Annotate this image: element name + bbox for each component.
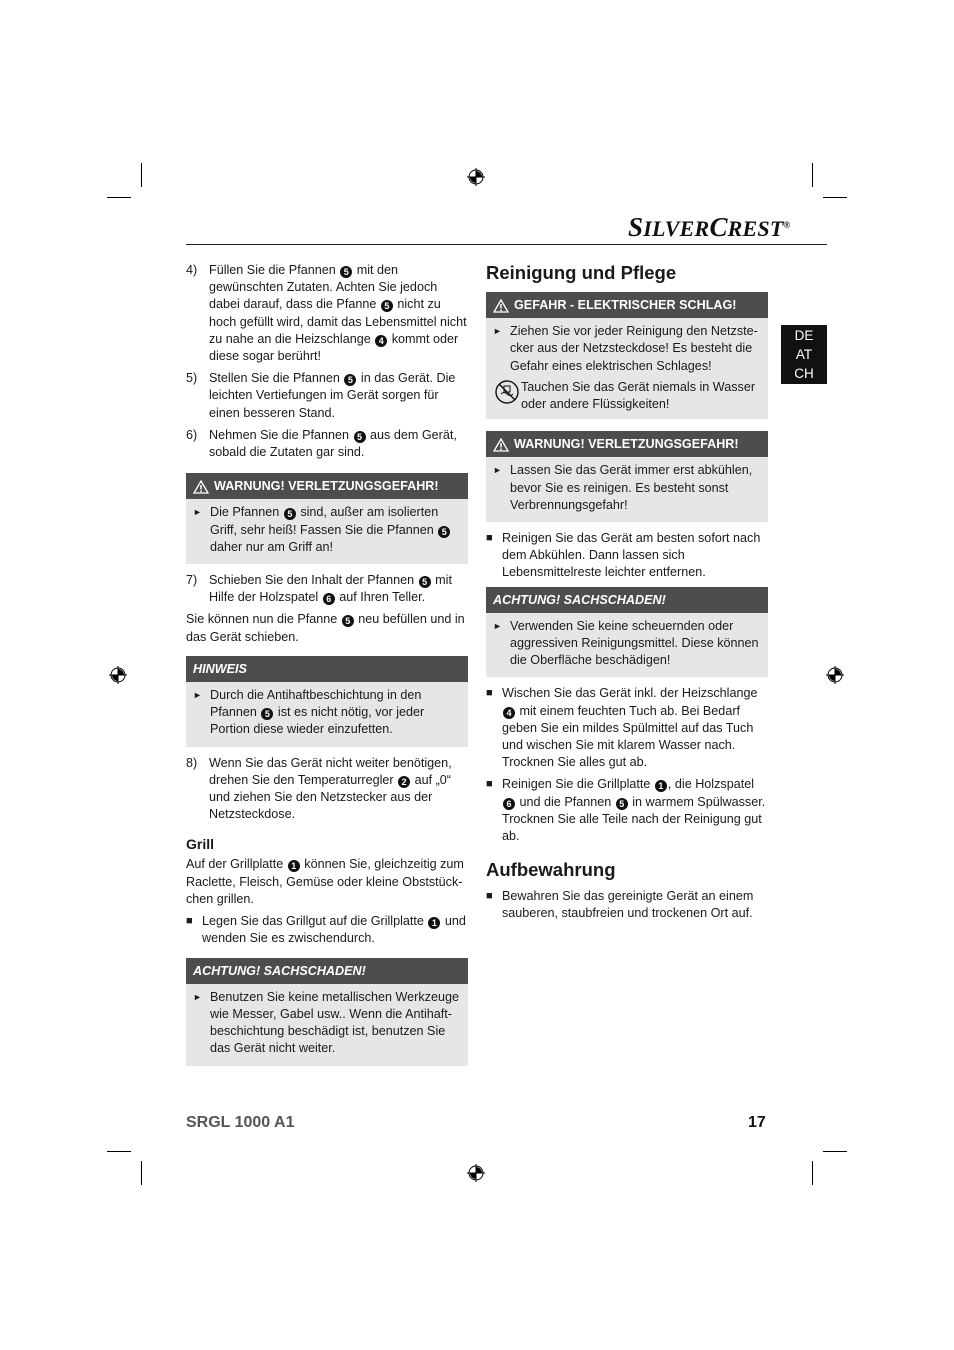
section-heading-storage: Aufbewahrung: [486, 859, 616, 881]
square-bullet-icon: ■: [186, 915, 193, 928]
arrow-bullet-icon: ►: [493, 326, 502, 337]
warning-triangle-icon: [493, 438, 509, 452]
part-number-icon: 1: [428, 917, 440, 929]
part-number-icon: 2: [398, 776, 410, 788]
part-number-icon: 5: [419, 576, 431, 588]
warning-box-title: WARNUNG! VERLETZUNGSGEFAHR!: [186, 473, 468, 499]
part-number-icon: 5: [261, 708, 273, 720]
part-number-icon: 5: [284, 508, 296, 520]
hinweis-item: ► Durch die Antihaftbeschichtung in den Pfannen 5 ist es nicht nötig, vor jeder Portion diese wieder einzufetten.: [193, 687, 461, 739]
warning-triangle-icon: [193, 480, 209, 494]
crop-mark: [107, 1151, 131, 1152]
part-number-icon: 6: [503, 798, 515, 810]
section-heading-cleaning: Reinigung und Pflege: [486, 262, 677, 283]
part-number-icon: 5: [342, 615, 354, 627]
cleaning-list-item: ■ Reinigen Sie die Grillplatte 1 , die Holzspatel 6 und die Pfannen 5 in warmem Spülwasser. Trocknen Sie alle Teile nach der Reinigung gut ab.: [486, 776, 768, 845]
achtung-box: [186, 958, 468, 1066]
step-6: 6) Nehmen Sie die Pfannen 5 aus dem Gerät, sobald die Zutaten gar sind.: [186, 427, 457, 460]
achtung-box-title: ACHTUNG! SACHSCHADEN!: [486, 587, 768, 613]
language-at: AT: [795, 347, 813, 362]
danger-box: [486, 292, 768, 419]
part-number-icon: 5: [438, 526, 450, 538]
header-rule: [186, 244, 827, 245]
step-7: 7) Schieben Sie den Inhalt der Pfannen 5 mit Hilfe der Holzspatel 6 auf Ihren Teller.: [186, 573, 452, 605]
part-number-icon: 4: [503, 707, 515, 719]
left-column: [186, 262, 468, 1074]
crop-mark: [823, 197, 847, 198]
crop-mark: [107, 197, 131, 198]
language-de: DE: [794, 328, 814, 343]
part-number-icon: 6: [323, 593, 335, 605]
arrow-bullet-icon: ►: [193, 690, 202, 701]
page-number: 17: [748, 1114, 766, 1131]
step-4: 4) Füllen Sie die Pfannen 5 mit den gewünschten Zutaten. Achten Sie jedoch dabei darauf, dass die Pfanne 5 nicht zu hoch gefüllt wird, damit das Lebensmittel nicht zu nahe an die Heizschlange 4 kommt oder diese sogar berührt!: [186, 263, 467, 364]
square-bullet-icon: ■: [486, 890, 493, 903]
registration-mark-icon: [467, 168, 485, 186]
warning-triangle-icon: [493, 299, 509, 313]
achtung-item: ► Verwenden Sie keine scheuernden oder aggressiven Reinigungsmittel. Diese können die Oberfläche beschädigen!: [493, 618, 761, 670]
crop-mark: [823, 1151, 847, 1152]
square-bullet-icon: ■: [486, 687, 493, 700]
hinweis-box-title: HINWEIS: [186, 656, 468, 682]
part-number-icon: 1: [655, 780, 667, 792]
arrow-bullet-icon: ►: [193, 507, 202, 518]
arrow-bullet-icon: ►: [193, 991, 202, 1002]
grill-intro: Auf der Grillplatte 1 können Sie, gleichzeitig zum Raclette, Fleisch, Gemüse oder kleine Obststückchen grillen.: [186, 857, 464, 906]
part-number-icon: 5: [344, 374, 356, 386]
part-number-icon: 5: [616, 798, 628, 810]
achtung-item: ► Benutzen Sie keine metallischen Werkzeuge wie Messer, Gabel usw.. Wenn die Antihaftbeschichtung beschädigt ist, benutzen Sie das Gerät nicht weiter.: [193, 989, 461, 1058]
footer-model-number: SRGL 1000 A1: [186, 1114, 295, 1131]
cleaning-list-item: ■ Reinigen Sie das Gerät am besten sofort nach dem Abkühlen. Dann lassen sich Lebensmittelreste leichter entfernen.: [486, 530, 768, 582]
warning-item: ► Die Pfannen 5 sind, außer am isolierten Griff, sehr heiß! Fassen Sie die Pfannen 5 daher nur am Griff an!: [193, 504, 461, 556]
square-bullet-icon: ■: [486, 778, 493, 791]
cleaning-list-item: ■ Wischen Sie das Gerät inkl. der Heizschlange 4 mit einem feuchten Tuch ab. Bei Bedarf geben Sie ein mildes Spülmittel auf das Tuch und wischen Sie mit klarem Wasser nach. Trocknen Sie alles gut ab.: [486, 685, 768, 771]
right-column: [486, 262, 768, 928]
registration-mark-icon: [467, 1164, 485, 1182]
part-number-icon: 4: [375, 335, 387, 347]
part-number-icon: 5: [354, 431, 366, 443]
danger-item: ► Ziehen Sie vor jeder Reinigung den Netzstecker aus der Netzsteckdose! Es besteht die Gefahr eines elektrischen Schlages!: [493, 323, 761, 375]
no-immersion-item: Tauchen Sie das Gerät niemals in Wasser oder andere Flüssigkeiten!: [493, 379, 761, 413]
achtung-box-title: ACHTUNG! SACHSCHADEN!: [186, 958, 468, 984]
crop-mark: [812, 1161, 813, 1185]
refill-paragraph: Sie können nun die Pfanne 5 neu befüllen und in das Gerät schieben.: [186, 612, 465, 644]
step-5: 5) Stellen Sie die Pfannen 5 in das Gerät. Die leichten Vertiefungen im Gerät sorgen für einen besseren Stand.: [186, 371, 456, 420]
brand-logo: SILVERCREST®: [628, 212, 791, 242]
arrow-bullet-icon: ►: [493, 465, 502, 476]
registration-mark-icon: [826, 666, 844, 684]
step-8: 8) Wenn Sie das Gerät nicht weiter benötigen, drehen Sie den Temperaturregler 2 auf „0“ und ziehen Sie den Netzstecker aus der Netzsteckdose.: [186, 755, 452, 822]
warning-box-title: WARNUNG! VERLETZUNGSGEFAHR!: [486, 431, 768, 457]
language-tab: [781, 325, 827, 384]
crop-mark: [141, 163, 142, 187]
warning-box: [486, 431, 768, 522]
hinweis-box: [186, 656, 468, 747]
square-bullet-icon: ■: [486, 532, 493, 545]
warning-box: [186, 473, 468, 564]
grill-list-item: ■ Legen Sie das Grillgut auf die Grillplatte 1 und wenden Sie es zwischendurch.: [186, 913, 468, 947]
no-water-immersion-icon: [493, 379, 521, 405]
crop-mark: [141, 1161, 142, 1185]
part-number-icon: 5: [381, 300, 393, 312]
registration-mark-icon: [109, 666, 127, 684]
arrow-bullet-icon: ►: [493, 620, 502, 631]
storage-list-item: ■ Bewahren Sie das gereinigte Gerät an einem sauberen, staubfreien und trockenen Ort auf.: [486, 888, 768, 922]
crop-mark: [812, 163, 813, 187]
grill-heading: Grill: [186, 836, 215, 853]
achtung-box: [486, 587, 768, 678]
language-ch: CH: [794, 366, 814, 381]
warning-item: ► Lassen Sie das Gerät immer erst abkühlen, bevor Sie es reinigen. Es besteht sonst Verbrennungsgefahr!: [493, 462, 761, 514]
part-number-icon: 1: [288, 860, 300, 872]
part-number-icon: 5: [340, 266, 352, 278]
danger-box-title: GEFAHR - ELEKTRISCHER SCHLAG!: [486, 292, 768, 318]
